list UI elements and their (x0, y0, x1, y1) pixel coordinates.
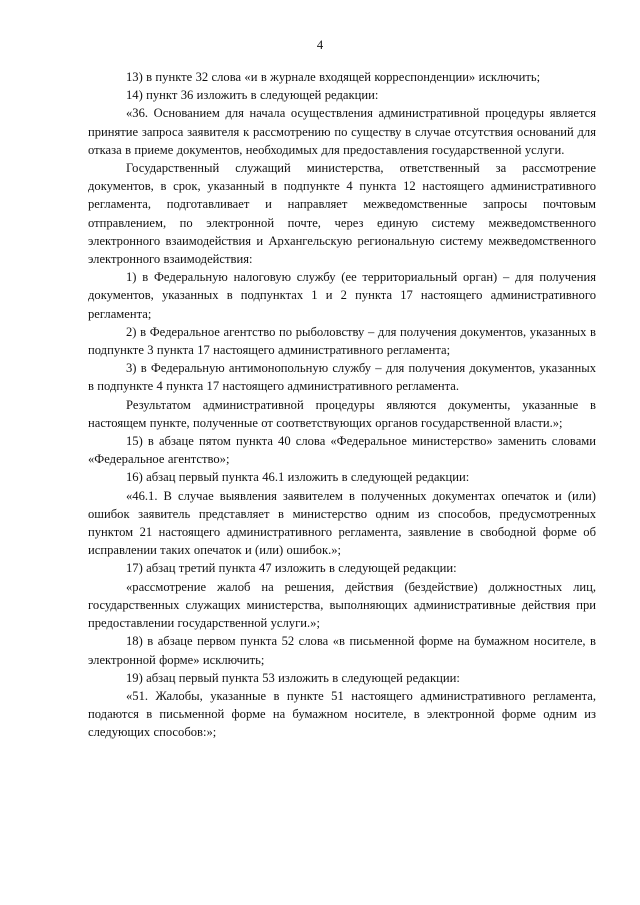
paragraph-clause-36: «36. Основанием для начала осуществления административной процедуры является принятие запроса заявителя к рассмотрению по существу в случае отсутствия оснований для отказа в приеме документов, необходимых для предоставления государственной услуги. (88, 106, 596, 157)
paragraph-item-18: 18) в абзаце первом пункта 52 слова «в письменной форме на бумажном носителе, в электронной форме» исключить; (88, 634, 596, 667)
paragraph-item-19: 19) абзац первый пункта 53 изложить в следующей редакции: (126, 670, 460, 685)
paragraph-item-14: 14) пункт 36 изложить в следующей редакции: (126, 88, 379, 103)
paragraph-procedure-result: Результатом административной процедуры являются документы, указанные в настоящем пункте, полученные от соответствующих органов государственной власти.»; (88, 397, 596, 430)
paragraph-item-13: 13) в пункте 32 слова «и в журнале входящей корреспонденции» исключить; (126, 70, 541, 84)
paragraph-item-15: 15) в абзаце пятом пункта 40 слова «Федеральное министерство» заменить словами «Федеральное агентство»; (88, 434, 596, 467)
paragraph-clause-51: «51. Жалобы, указанные в пункте 51 настоящего административного регламента, подаются в письменной форме на бумажном носителе, в электронной форме одним из следующих способов:»; (88, 688, 596, 740)
paragraph-item-17: 17) абзац третий пункта 47 изложить в следующей редакции: (126, 561, 457, 576)
page-number: 4 (316, 38, 324, 52)
document-body (88, 68, 596, 742)
paragraph-complaints-review: «рассмотрение жалоб на решения, действия (бездействие) должностных лиц, государственных служащих министерства, выполняющих административные действия при предоставлении государственной услуги.»; (88, 579, 596, 631)
paragraph-clause-46-1: «46.1. В случае выявления заявителем в полученных документах опечаток и (или) ошибок заявитель представляет в министерство одним из способов, предусмотренных пунктом 21 настоящего административного регламента, заявление в свободной форме об исправлении таких опечаток и (или) ошибок.»; (88, 488, 596, 558)
paragraph-subitem-2: 2) в Федеральное агентство по рыболовству – для получения документов, указанных в подпункте 3 пункта 17 настоящего административного регламента; (88, 324, 596, 358)
paragraph-subitem-1: 1) в Федеральную налоговую службу (ее территориальный орган) – для получения документов, указанных в подпунктах 1 и 2 пункта 17 настоящего административного регламента; (88, 270, 596, 321)
paragraph-civil-servant-requests: Государственный служащий министерства, ответственный за рассмотрение документов, в срок, указанный в подпункте 4 пункта 12 настоящего административного регламента, подготавливает и направляет межведомственные запросы почтовым отправлением, по электронной почте, через единую систему межведомственного электронного взаимодействия и Архангельскую региональную систему межведомственного электронного взаимодействия: (88, 161, 596, 267)
paragraph-subitem-3: 3) в Федеральную антимонопольную службу – для получения документов, указанных в подпункте 4 пункта 17 настоящего административного регламента. (88, 361, 596, 394)
paragraph-item-16: 16) абзац первый пункта 46.1 изложить в следующей редакции: (126, 470, 470, 485)
